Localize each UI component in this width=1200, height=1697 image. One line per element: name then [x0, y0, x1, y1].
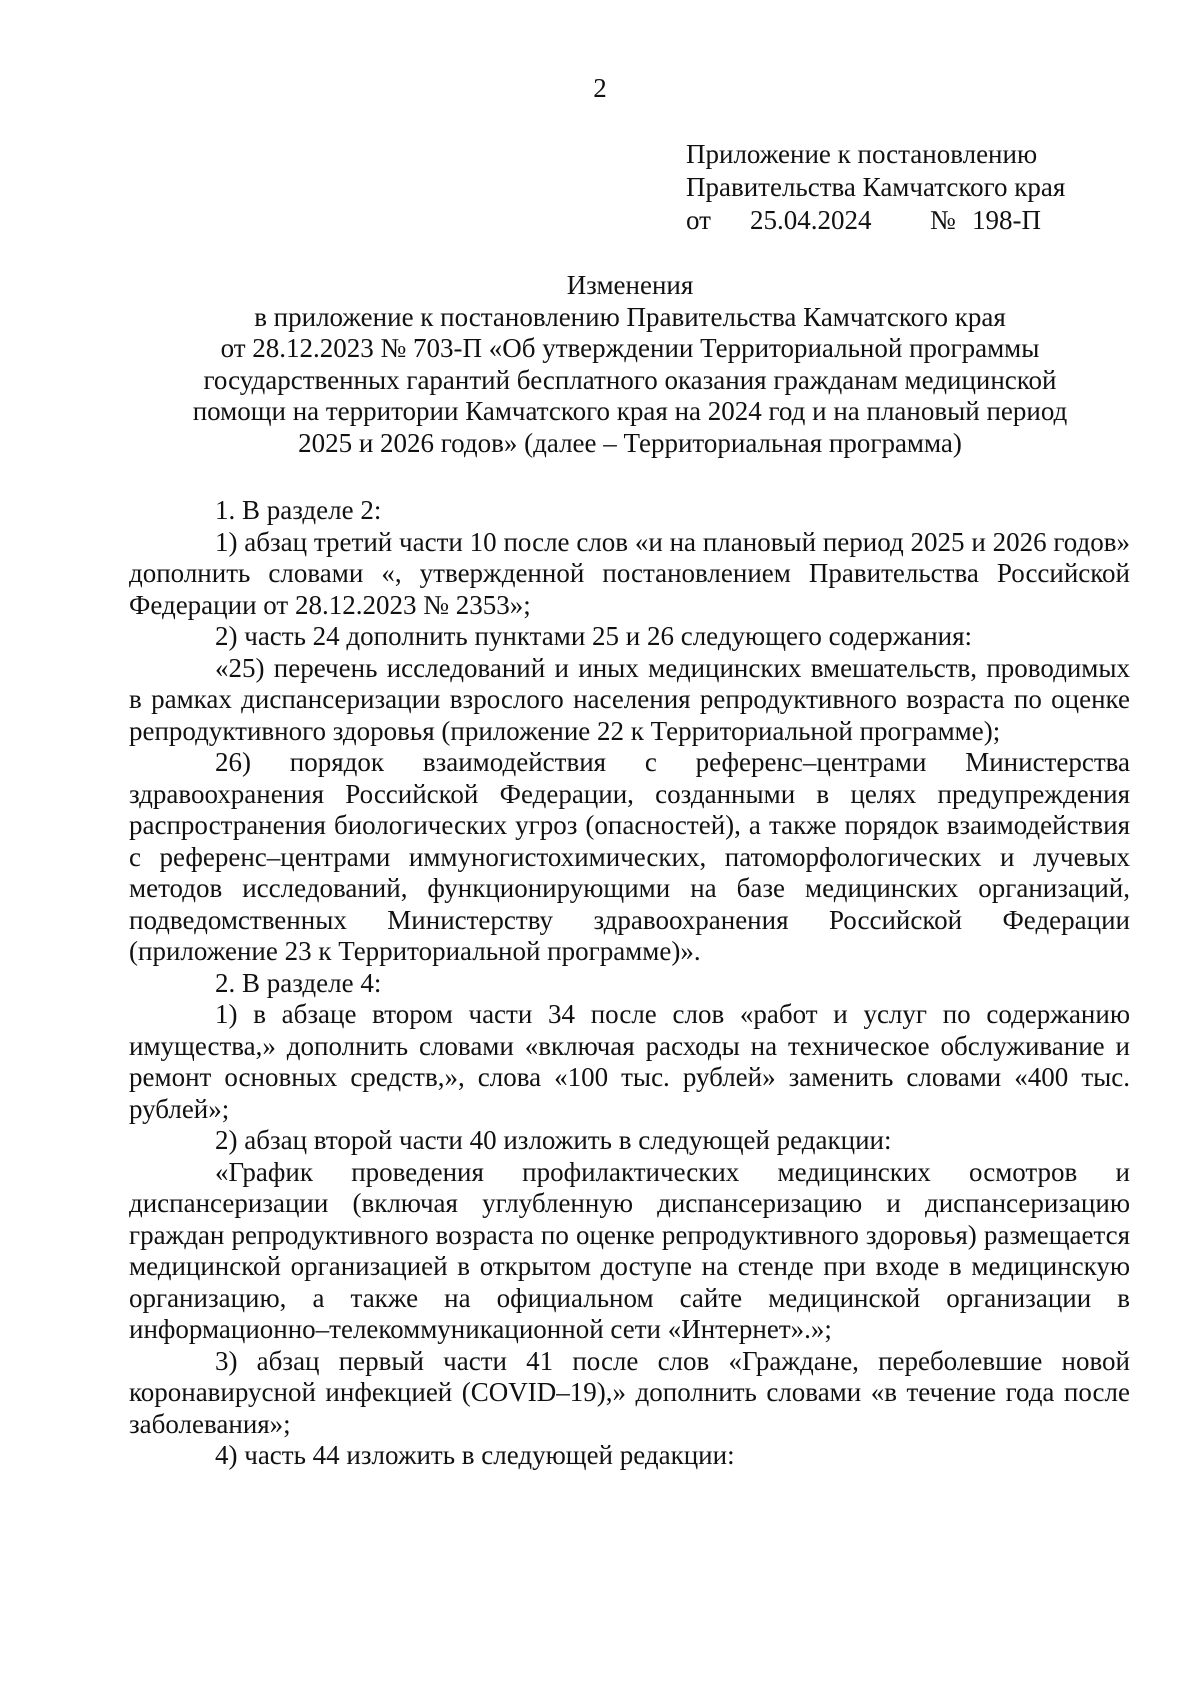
body-paragraph: 26) порядок взаимодействия с референс–центрами Министерства здравоохранения Российской Федерации, созданными в целях предупреждения распространения биологических угроз (опасностей), а также порядок взаимодействия с референс–центрами иммуногистохимических, патоморфологических и лучевых методов исследований, функционирующими на базе медицинских организаций, подведомственных Министерству здравоохранения Российской Федерации (приложение 23 к Территориальной программе)». — [129, 747, 1130, 966]
appendix-header — [686, 138, 1146, 237]
section-heading: 2. В разделе 4: — [215, 967, 382, 998]
appendix-line-1: Приложение к постановлению — [686, 139, 1038, 169]
document-body — [129, 495, 1130, 1472]
body-paragraph: «25) перечень исследований и иных медицинских вмешательств, проводимых в рамках диспансеризации взрослого населения репродуктивного возраста по оценке репродуктивного здоровья (приложение 22 к Территориальной программе); — [129, 652, 1130, 746]
title-line: в приложение к постановлению Правительства Камчатского края — [254, 301, 1006, 332]
body-paragraph: 1) в абзаце втором части 34 после слов «работ и услуг по содержанию имущества,» дополнить словами «включая расходы на техническое обслуживание и ремонт основных средств,», слова «100 тыс. рублей» заменить словами «400 тыс. рублей»; — [129, 999, 1130, 1124]
body-paragraph: 2) часть 24 дополнить пунктами 25 и 26 следующего содержания: — [215, 621, 973, 651]
title-line: помощи на территории Камчатского края на 2024 год и на плановый период — [192, 396, 1068, 426]
section-heading: 1. В разделе 2: — [215, 495, 382, 525]
document-title — [130, 270, 1130, 459]
body-paragraph: «График проведения профилактических медицинских осмотров и диспансеризации (включая углубленную диспансеризацию и диспансеризацию граждан репродуктивного возраста по оценке репродуктивного здоровья) размещается медицинской организацией в открытом доступе на стенде при входе в медицинскую организацию, а также на официальном сайте медицинской организации в информационно–телекоммуникационной сети «Интернет».»; — [129, 1156, 1130, 1344]
title-line: 2025 и 2026 годов» (далее – Территориальная программа) — [298, 427, 962, 458]
body-paragraph: 2) абзац второй части 40 изложить в следующей редакции: — [215, 1125, 892, 1155]
number-sign: № — [930, 205, 956, 235]
body-paragraph: 1) абзац третий части 10 после слов «и на плановый период 2025 и 2026 годов» дополнить словами «, утвержденной постановлением Правительства Российской Федерации от 28.12.2023 № 2353»; — [129, 526, 1130, 620]
page-number: 2 — [593, 73, 607, 103]
resolution-date: 25.04.2024 — [750, 205, 872, 235]
title-line: от 28.12.2023 № 703-П «Об утверждении Территориальной программы — [220, 333, 1040, 363]
title-heading: Изменения — [566, 270, 694, 300]
body-paragraph: 3) абзац первый части 41 после слов «Граждане, переболевшие новой коронавирусной инфекцией (COVID–19),» дополнить словами «в течение года после заболевания»; — [129, 1345, 1130, 1439]
ot-label: от — [686, 205, 711, 235]
body-paragraph: 4) часть 44 изложить в следующей редакции: — [215, 1440, 735, 1470]
title-line: государственных гарантий бесплатного оказания гражданам медицинской — [203, 364, 1057, 395]
appendix-date-line — [686, 204, 1146, 237]
resolution-number: 198-П — [972, 205, 1041, 235]
appendix-line-2: Правительства Камчатского края — [686, 172, 1066, 202]
